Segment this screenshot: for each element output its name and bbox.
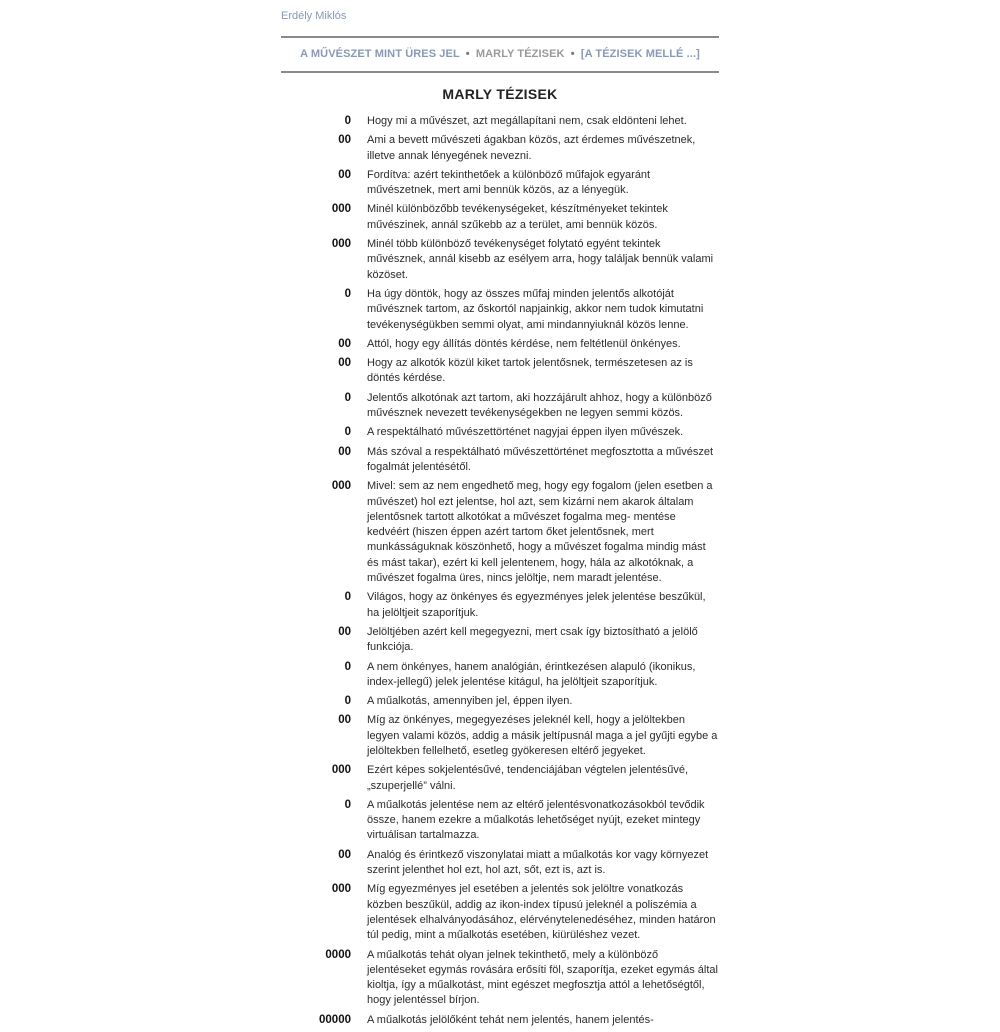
thesis-number: 0 [344, 591, 351, 604]
thesis-item [344, 287, 719, 333]
thesis-item [338, 445, 719, 476]
thesis-text: Ezért képes sokjelentésűvé, tendenciájában végtelen jelentésűvé, „szuperjellé” válni. [367, 764, 689, 792]
thesis-text: Jelöltjében azért kell megegyezni, mert csak így biztosítható a jelölő funkciója. [367, 625, 698, 654]
thesis-item [338, 168, 719, 199]
thesis-item [331, 202, 719, 233]
thesis-text: A műalkotás tehát olyan jelnek tekinthető, mely a különböző jelentéseket egymás rovására erősíti föl, szaporítja, ezeket egymás által kioltja, így a műalkotást, mint egészet megfosztja attól a lehetőségtől, hogy jelentéssel bírjon. [367, 948, 718, 1007]
thesis-item [344, 694, 719, 709]
breadcrumb-nav [281, 38, 719, 71]
thesis-text: Analóg és érintkező viszonylatai miatt a műalkotás kor vagy környezet szerint jelenthet hol ezt, hol azt, sőt, ezt is, azt is. [367, 848, 709, 877]
nav-current: MARLY TÉZISEK [475, 48, 565, 60]
thesis-number: 00 [338, 714, 351, 727]
thesis-number: 00000 [319, 1013, 351, 1026]
theses-area [319, 114, 719, 1028]
thesis-number: 000 [331, 203, 351, 216]
thesis-number: 000 [331, 480, 351, 493]
thesis-text: Hogy az alkotók közül kiket tartok jelentősnek, természetesen az is döntés kérdése. [367, 357, 693, 385]
thesis-number: 000 [331, 764, 351, 777]
thesis-text: Míg egyezményes jel esetében a jelentés sok jelöltre vonatkozás közben beszűkül, addig az ikon-index típusú jeleknél a poliszémia a jelentések elhalványodásához, elérvénytelenedéséhez, minden határon túl pedig, mint a műalkotás esetében, kiürüléshez vezet. [367, 883, 716, 942]
thesis-item [331, 479, 719, 586]
thesis-item [331, 237, 719, 283]
thesis-item [338, 356, 719, 387]
thesis-item [338, 337, 719, 352]
bottom-divider [281, 71, 719, 73]
thesis-number: 0 [344, 660, 351, 673]
thesis-number: 00 [338, 848, 351, 861]
thesis-number: 0 [344, 391, 351, 404]
thesis-text: Világos, hogy az önkényes és egyezményes jelek jelentése beszűkül, ha jelöltjeit szaporítjuk. [367, 591, 706, 619]
nav-separator: • [570, 48, 575, 60]
thesis-number: 0 [344, 798, 351, 811]
nav-separator: • [465, 48, 470, 60]
thesis-text: A nem önkényes, hanem analógián, érintkezésen alapuló (ikonikus, index-jellegű) jelek jelentése kitágul, ha jelöltjeit szaporítjuk. [367, 660, 696, 688]
thesis-number: 0000 [325, 948, 351, 961]
thesis-text: Más szóval a respektálható művészettörténet megfosztotta a művészet fogalmát jelentésétől. [367, 445, 714, 473]
thesis-number: 00 [338, 625, 351, 638]
thesis-text: Ami a bevett művészeti ágakban közös, azt érdemes művészetnek, illetve annak lényegének nevezni. [367, 134, 696, 162]
thesis-text: A műalkotás jelentése nem az eltérő jelentésvonatkozásokból tevődik össze, hanem ezekre a műalkotás lehetőséget nyújt, ezeket mintegy virtuálisan tartalmazza. [367, 798, 705, 842]
thesis-number: 0 [344, 287, 351, 300]
thesis-item [344, 798, 719, 844]
thesis-item [344, 425, 719, 440]
thesis-text: Ha úgy döntök, hogy az összes műfaj minden jelentős alkotóját művésznek tartom, az őskortól napjainkig, akkor nem tudok kimutatni tevékenységükben semmi olyat, ami mindannyiuknál közös lenne. [367, 287, 704, 331]
thesis-item [338, 848, 719, 879]
thesis-number: 00 [338, 168, 351, 181]
thesis-number: 0 [344, 695, 351, 708]
page-content [281, 0, 719, 1032]
thesis-number: 00 [338, 445, 351, 458]
author-link[interactable]: Erdély Miklós [281, 10, 347, 22]
thesis-number: 00 [338, 337, 351, 350]
thesis-text: Minél különbözőbb tevékenységeket, készítményeket tekintek művészinek, annál szűkebb az a terület, ami bennük közös. [367, 203, 668, 231]
thesis-number: 00 [338, 134, 351, 147]
thesis-item [319, 1013, 719, 1028]
page-title: MARLY TÉZISEK [442, 86, 558, 102]
thesis-number: 0 [344, 426, 351, 439]
thesis-item [338, 713, 719, 759]
thesis-text: Attól, hogy egy állítás döntés kérdése, nem feltétlenül önkényes. [367, 337, 681, 350]
thesis-text: Mivel: sem az nem engedhető meg, hogy egy fogalom (jelen esetben a művészet) hol ezt jelentse, hol azt, sem kizárni nem akarok általam jelentősnek tartott alkotókat a művészet fogalma meg- mentése kedvéért (hiszen éppen azért tartom őket jelentősnek, mert munkásságuknak köszönhető, hogy a művészet fogalma mindig mást és mást takar), ezért ki kell jelentenem, hogy, hála az alkotóknak, a művészet fogalma üres, nincs jelöltje, nem maradt jelentése. [367, 480, 713, 585]
thesis-item [344, 590, 719, 621]
thesis-number: 0 [344, 115, 351, 127]
thesis-item [331, 882, 719, 943]
thesis-text: Jelentős alkotónak azt tartom, aki hozzájárult ahhoz, hogy a különböző művésznek nevezett tevékenységekben ne legyen semmi közös. [367, 391, 712, 420]
thesis-number: 000 [331, 883, 351, 896]
thesis-number: 000 [331, 238, 351, 251]
thesis-number: 00 [338, 357, 351, 370]
thesis-item [344, 391, 719, 422]
thesis-text: A respektálható művészettörténet nagyjai éppen ilyen művészek. [367, 426, 684, 439]
nav-prev-link[interactable]: A MŰVÉSZET MINT ÜRES JEL [300, 48, 460, 60]
thesis-text: A műalkotás, amennyiben jel, éppen ilyen. [367, 695, 573, 708]
thesis-text: Míg az önkényes, megegyezéses jeleknél kell, hogy a jelöltekben legyen valami közös, addig a másik jeltípusnál maga a jel gyűjti egybe a jelöltekben fellelhető, esetleg gyökeresen eltérő jegyeket. [367, 714, 718, 757]
thesis-text: Hogy mi a művészet, azt megállapítani nem, csak eldönteni lehet. [367, 115, 687, 127]
thesis-text: A műalkotás jelölőként tehát nem jelentés, hanem jelentés- [367, 1013, 654, 1026]
thesis-item [344, 114, 719, 129]
theses-list [319, 114, 719, 1028]
thesis-text: Minél több különböző tevékenységet folytató egyént tekintek művésznek, annál kisebb az esélyem arra, hogy találjak bennük valami közöset. [367, 238, 714, 281]
nav-next-link[interactable]: [A TÉZISEK MELLÉ ...] [580, 48, 700, 60]
thesis-item [338, 133, 719, 164]
thesis-item [338, 625, 719, 656]
thesis-item [331, 763, 719, 794]
thesis-text: Fordítva: azért tekinthetőek a különböző műfajok egyaránt művészetnek, mert ami bennük közös, az a lényegük. [367, 168, 651, 197]
thesis-item [344, 660, 719, 691]
